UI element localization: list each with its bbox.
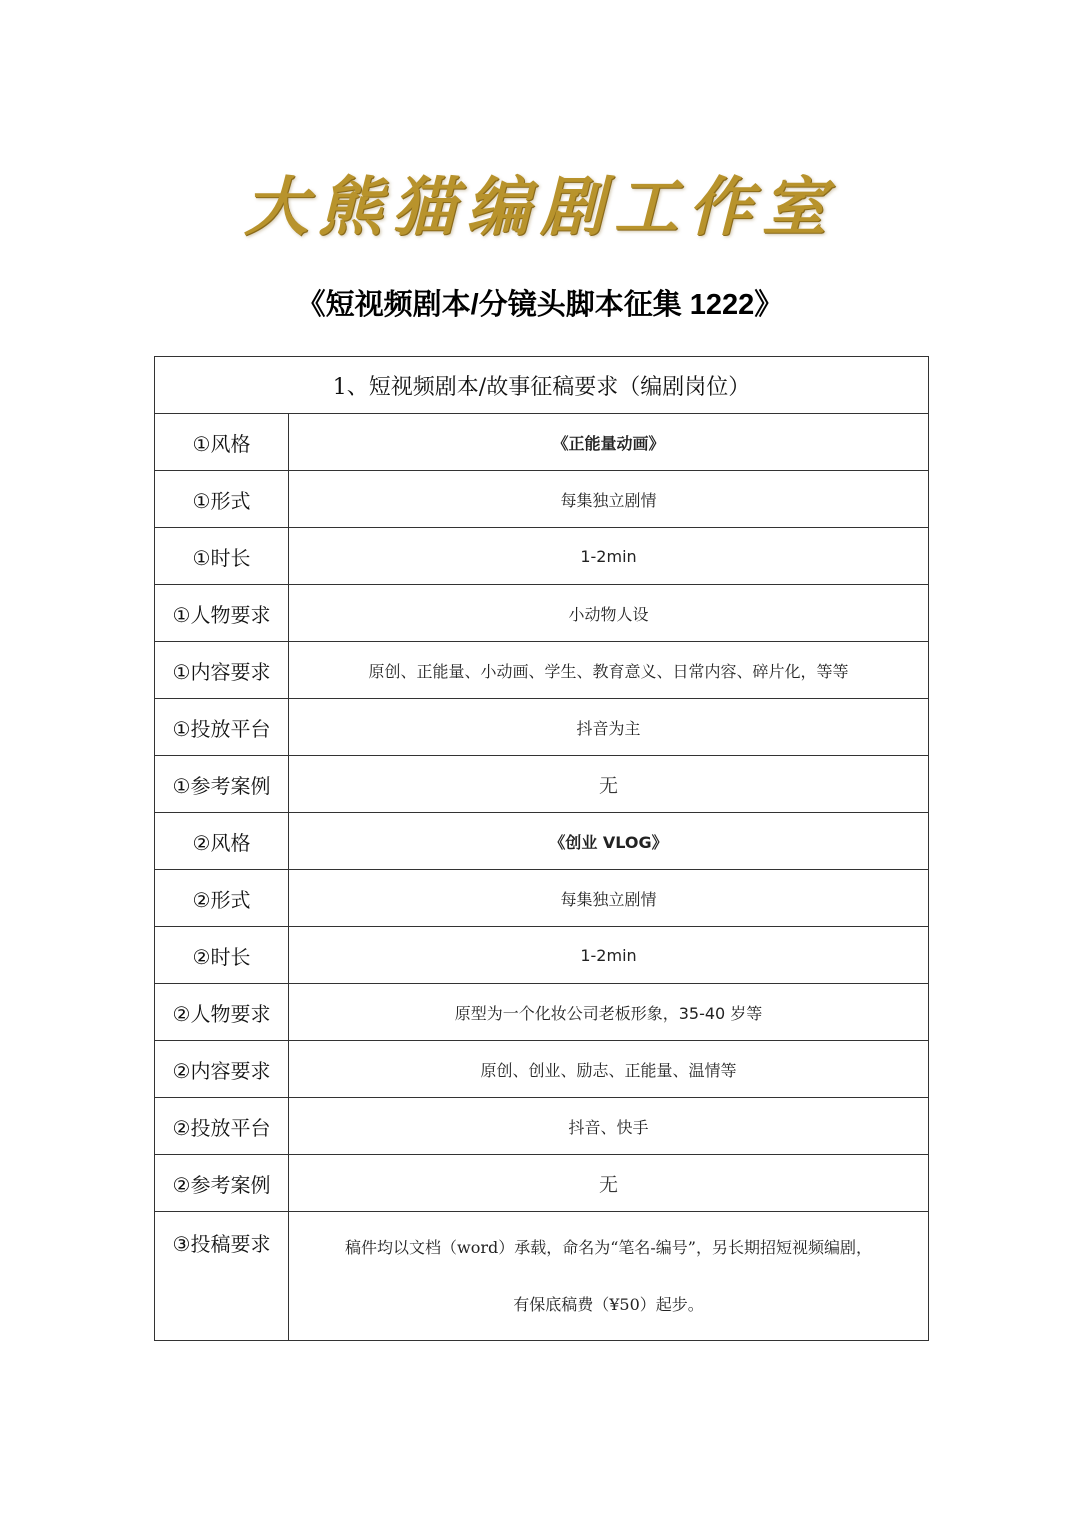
row-value: 每集独立剧情 xyxy=(289,870,929,927)
row-label: ②时长 xyxy=(155,927,289,984)
row-value: 小动物人设 xyxy=(289,585,929,642)
row-label: ②参考案例 xyxy=(155,1155,289,1212)
row-label: ②形式 xyxy=(155,870,289,927)
row-label: ①参考案例 xyxy=(155,756,289,813)
table-row xyxy=(155,927,929,984)
row-label: ②内容要求 xyxy=(155,1041,289,1098)
row-value: 原型为一个化妆公司老板形象，35-40 岁等 xyxy=(289,984,929,1041)
table-row xyxy=(155,699,929,756)
row-value: 无 xyxy=(289,756,929,813)
row-label: ①时长 xyxy=(155,528,289,585)
row-value: 无 xyxy=(289,1155,929,1212)
row-value xyxy=(289,1212,929,1341)
table-row xyxy=(155,414,929,471)
table-row xyxy=(155,813,929,870)
row-value: 原创、正能量、小动画、学生、教育意义、日常内容、碎片化，等等 xyxy=(289,642,929,699)
row-value: 抖音、快手 xyxy=(289,1098,929,1155)
row-value: 原创、创业、励志、正能量、温情等 xyxy=(289,1041,929,1098)
row-value: 每集独立剧情 xyxy=(289,471,929,528)
studio-logo: 大熊猫编剧工作室 xyxy=(244,170,836,245)
table-row xyxy=(155,984,929,1041)
row-label: ①人物要求 xyxy=(155,585,289,642)
table-header-row xyxy=(155,357,929,414)
row-label: ②风格 xyxy=(155,813,289,870)
row-label: ①形式 xyxy=(155,471,289,528)
table-row xyxy=(155,870,929,927)
row-value: 1-2min xyxy=(289,927,929,984)
row-value: 《创业 VLOG》 xyxy=(289,813,929,870)
row-value: 《正能量动画》 xyxy=(289,414,929,471)
table-row xyxy=(155,471,929,528)
requirements-table xyxy=(154,356,929,1341)
row-value-line: 稿件均以文档（word）承载，命名为“笔名-编号”，另长期招短视频编剧， xyxy=(345,1238,872,1257)
table-row xyxy=(155,1098,929,1155)
section-title: 1、短视频剧本/故事征稿要求（编剧岗位） xyxy=(155,357,929,414)
table-row xyxy=(155,642,929,699)
row-value: 抖音为主 xyxy=(289,699,929,756)
row-label: ①风格 xyxy=(155,414,289,471)
row-value: 1-2min xyxy=(289,528,929,585)
row-label: ②人物要求 xyxy=(155,984,289,1041)
row-label: ③投稿要求 xyxy=(155,1212,289,1341)
row-label: ①内容要求 xyxy=(155,642,289,699)
document-title: 《短视频剧本/分镜头脚本征集 1222》 xyxy=(296,289,784,321)
table-row xyxy=(155,1155,929,1212)
row-label: ②投放平台 xyxy=(155,1098,289,1155)
row-value-line: 有保底稿费（¥50）起步。 xyxy=(513,1295,704,1314)
table-row xyxy=(155,1041,929,1098)
table-row xyxy=(155,756,929,813)
row-label: ①投放平台 xyxy=(155,699,289,756)
table-row xyxy=(155,585,929,642)
table-row xyxy=(155,1212,929,1341)
table-row xyxy=(155,528,929,585)
